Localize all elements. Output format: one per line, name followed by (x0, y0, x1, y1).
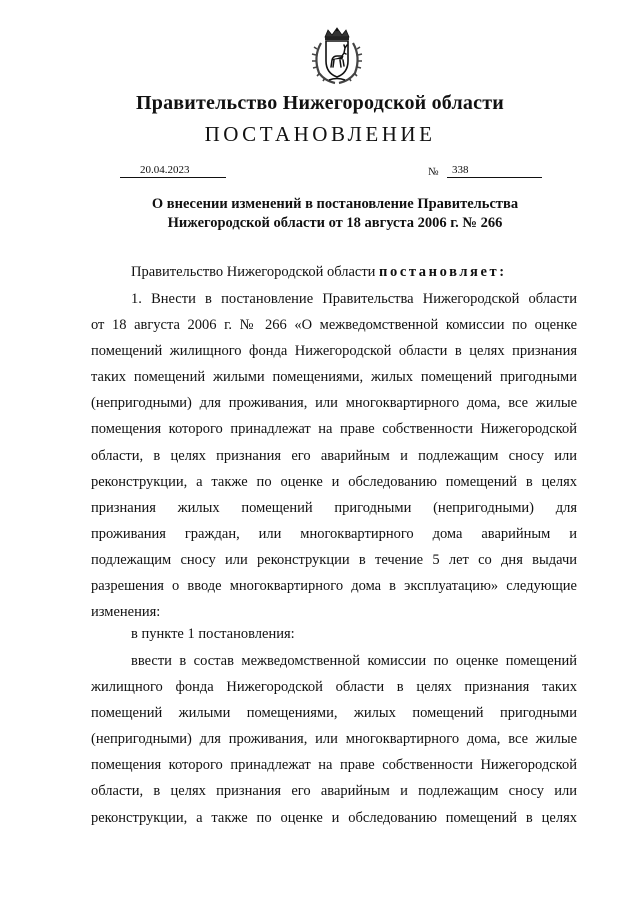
coat-of-arms-icon (311, 27, 363, 85)
preamble (131, 263, 507, 282)
text-line: проживания граждан, или многоквартирного дома аварийным и (91, 525, 577, 542)
paragraph-2: в пункте 1 постановления: (131, 626, 295, 642)
text-line: признания жилых помещений пригодными (непригодными) для (91, 499, 577, 516)
text-line: подлежащим сносу или реконструкции в течение 5 лет со дня выдачи (91, 551, 577, 568)
text-line: разрешения о вводе многоквартирного дома в эксплуатацию» следующие (91, 578, 577, 595)
text-line: таких помещений жилыми помещениями, жилых помещений пригодными (91, 369, 577, 386)
text-line: от 18 августа 2006 г. № 266 «О межведомственной комиссии по оценке (91, 317, 577, 334)
text-line: изменения: (91, 604, 161, 621)
text-line: 1. Внести в постановление Правительства Нижегородской области (131, 291, 577, 307)
document-type: ПОСТАНОВЛЕНИЕ (204, 122, 436, 146)
text-line: реконструкции, а также по оценке и обследованию помещений в целях (91, 473, 577, 490)
document-date: 20.04.2023 (120, 164, 226, 178)
text-line: помещений жилыми помещениями, жилых помещений пригодными (91, 705, 577, 722)
text-line: области, в целях признания его аварийным и подлежащим сносу или (91, 447, 577, 464)
text-line: (непригодными) для проживания, или многоквартирного дома, все жилые (91, 731, 577, 748)
subject-line: Нижегородской области от 18 августа 2006 г. № 266 (167, 215, 503, 231)
subject-line: О внесении изменений в постановление Правительства (151, 196, 519, 212)
government-title: Правительство Нижегородской области (136, 92, 504, 114)
text-line: помещения которого принадлежат на праве собственности Нижегородской (91, 421, 577, 438)
number-sign: № (428, 166, 439, 178)
text-line: помещений жилищного фонда Нижегородской области в целях признания (91, 343, 577, 360)
text-line: ввести в состав межведомственной комиссии по оценке помещений (131, 653, 577, 669)
text-line: области, в целях признания его аварийным и подлежащим сносу или (91, 783, 577, 800)
paragraph-1 (91, 286, 577, 625)
text-line: жилищного фонда Нижегородской области в целях признания таких (91, 679, 577, 696)
document-number: 338 (447, 164, 542, 178)
document-subject (100, 195, 570, 233)
preamble-text: Правительство Нижегородской области (131, 264, 380, 280)
text-line: помещения которого принадлежат на праве собственности Нижегородской (91, 757, 577, 774)
text-line: реконструкции, а также по оценке и обследованию помещений в целях (91, 809, 577, 826)
preamble-verb: постановляет: (379, 264, 507, 280)
text-line: (непригодными) для проживания, или многоквартирного дома, все жилые (91, 395, 577, 412)
paragraph-3 (91, 648, 577, 831)
